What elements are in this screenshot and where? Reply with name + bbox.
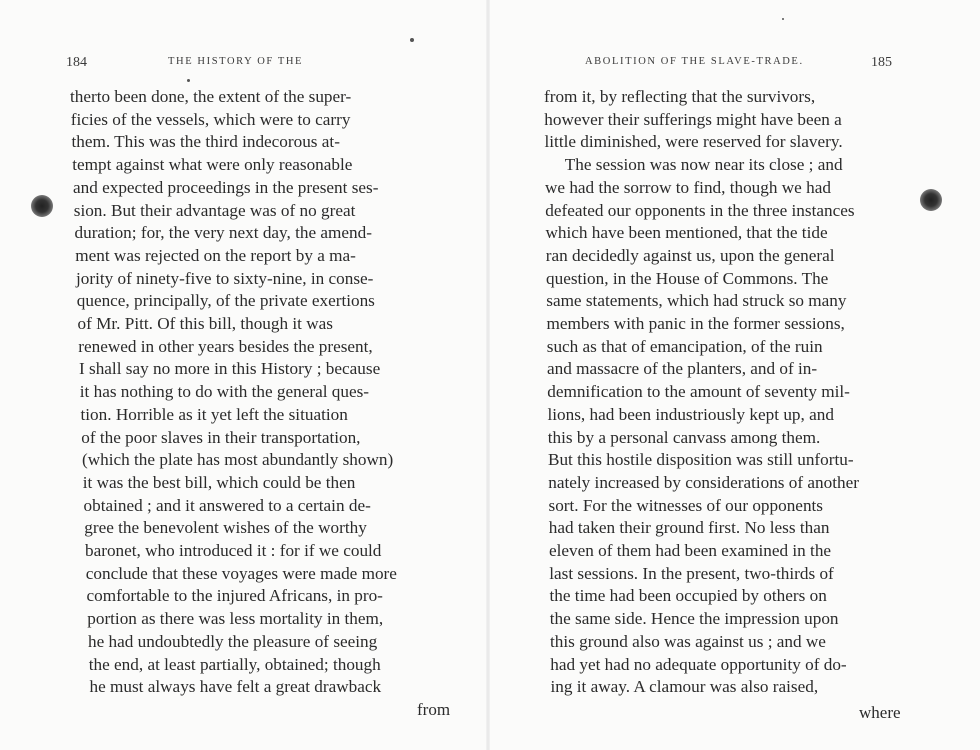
text-line: ficies of the vessels, which were to carry bbox=[70, 109, 351, 129]
text-line: had yet had no adequate opportunity of do- bbox=[550, 654, 847, 674]
text-line: which have been mentioned, that the tide bbox=[545, 223, 828, 243]
text-line: it has nothing to do with the general ques- bbox=[79, 382, 370, 402]
text-line: the time had been occupied by others on bbox=[549, 586, 827, 606]
text-line: jority of ninety-five to sixty-nine, in conse- bbox=[76, 268, 374, 288]
text-line: I shall say no more in this History ; because bbox=[79, 359, 381, 379]
text-line: this by a personal canvass among them. bbox=[547, 427, 821, 447]
text-line: and expected proceedings in the present ses- bbox=[73, 177, 379, 197]
text-line: members with panic in the former sessions, bbox=[546, 314, 845, 333]
text-line: therto been done, the extent of the super- bbox=[70, 87, 352, 106]
text-line: the end, at least partially, obtained; though bbox=[88, 654, 381, 674]
binding-hole-icon bbox=[920, 189, 942, 211]
text-line: ran decidedly against us, upon the general bbox=[545, 245, 835, 265]
text-line: renewed in other years besides the present, bbox=[78, 336, 373, 356]
text-line: The session was now near its close ; and bbox=[564, 155, 843, 175]
left-catchword: from bbox=[417, 700, 451, 719]
text-line: little diminished, were reserved for slavery. bbox=[544, 132, 843, 152]
left-running-head-wrap bbox=[168, 55, 303, 67]
text-line: same statements, which had struck so many bbox=[546, 291, 847, 311]
text-line: last sessions. In the present, two-thirds of bbox=[549, 563, 834, 583]
text-line: obtained ; and it answered to a certain de- bbox=[83, 495, 371, 515]
text-line: quence, principally, of the private exertions bbox=[76, 291, 375, 311]
ink-speck-icon bbox=[782, 18, 784, 20]
text-line: of Mr. Pitt. Of this bill, though it was bbox=[77, 314, 333, 333]
text-line: gree the benevolent wishes of the worthy bbox=[84, 518, 367, 538]
text-line: portion as there was less mortality in them, bbox=[87, 609, 384, 629]
text-line: defeated our opponents in the three instances bbox=[545, 200, 855, 220]
text-line: we had the sorrow to find, though we had bbox=[545, 177, 831, 197]
right-page-number: 185 bbox=[871, 55, 892, 70]
text-line: he had undoubtedly the pleasure of seeing bbox=[88, 631, 378, 651]
text-line: he must always have felt a great drawback bbox=[89, 677, 382, 697]
right-running-head: ABOLITION OF THE SLAVE-TRADE. bbox=[585, 56, 804, 67]
ink-speck-icon bbox=[410, 38, 414, 42]
text-line: tempt against what were only reasonable bbox=[72, 155, 353, 175]
text-line: conclude that these voyages were made more bbox=[85, 563, 397, 583]
ink-speck-icon bbox=[187, 79, 190, 82]
right-catchword: where bbox=[859, 703, 901, 722]
text-line: and massacre of the planters, and of in- bbox=[547, 359, 818, 379]
text-line: from it, by reflecting that the survivors, bbox=[544, 87, 816, 106]
text-line: question, in the House of Commons. The bbox=[546, 268, 829, 288]
binding-hole-icon bbox=[31, 195, 53, 217]
text-line: lions, had been industriously kept up, and bbox=[547, 404, 834, 424]
text-line: the same side. Hence the impression upon bbox=[549, 609, 839, 629]
text-line: nately increased by considerations of another bbox=[548, 472, 859, 492]
text-line: tion. Horrible as it yet left the situation bbox=[80, 404, 348, 424]
text-line: sion. But their advantage was of no great bbox=[73, 200, 356, 220]
text-line: baronet, who introduced it : for if we could bbox=[85, 541, 382, 560]
text-line: of the poor slaves in their transportation, bbox=[81, 427, 361, 447]
text-line: But this hostile disposition was still unfortu- bbox=[548, 450, 854, 470]
right-page-header bbox=[871, 55, 892, 71]
text-line: had taken their ground first. No less than bbox=[548, 518, 830, 538]
text-line: sort. For the witnesses of our opponents bbox=[548, 495, 823, 515]
text-line: them. This was the third indecorous at- bbox=[71, 132, 340, 152]
text-line: comfortable to the injured Africans, in pro- bbox=[86, 586, 383, 606]
text-line: this ground also was against us ; and we bbox=[550, 631, 826, 651]
text-line: demnification to the amount of seventy mil- bbox=[547, 382, 850, 402]
text-line: duration; for, the very next day, the amend- bbox=[74, 223, 372, 243]
left-page-number: 184 bbox=[66, 55, 87, 70]
text-line: eleven of them had been examined in the bbox=[549, 541, 832, 560]
text-line: ing it away. A clamour was also raised, bbox=[550, 677, 819, 697]
left-page-header bbox=[66, 55, 87, 71]
left-page bbox=[0, 0, 486, 750]
text-line: (which the plate has most abundantly shown) bbox=[82, 450, 394, 470]
text-line: ment was rejected on the report by a ma- bbox=[75, 245, 356, 265]
right-running-head-wrap bbox=[585, 55, 804, 67]
right-page bbox=[490, 0, 980, 750]
text-line: such as that of emancipation, of the ruin bbox=[546, 336, 823, 356]
left-running-head: THE HISTORY OF THE bbox=[168, 56, 304, 67]
text-line: however their sufferings might have been a bbox=[544, 109, 842, 129]
text-line: it was the best bill, which could be then bbox=[82, 472, 356, 492]
